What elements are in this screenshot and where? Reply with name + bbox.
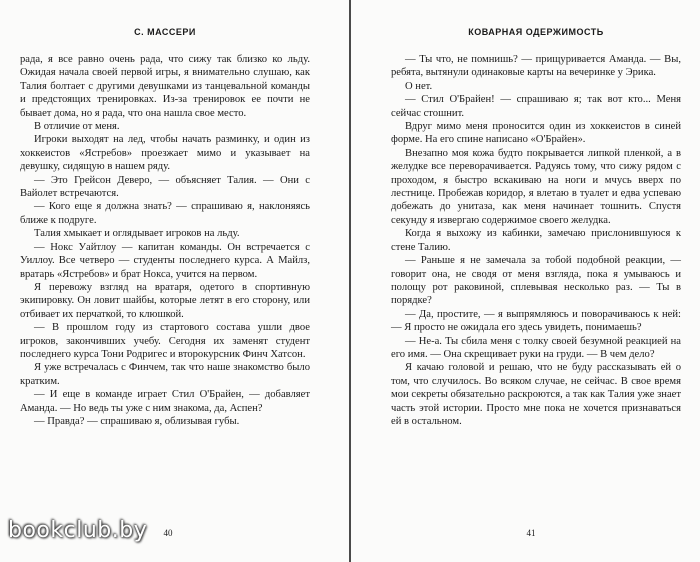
left-page: [0, 0, 349, 562]
left-page-body: [20, 53, 310, 428]
paragraph: — В прошлом году из стартового состава ушли двое игроков, закончивших учебу. Сегодня их заменят студент последнего курса Тони Родригес и второкурсник Финч Хатсон.: [20, 322, 310, 360]
watermark-logo: bookclub.by: [8, 518, 148, 543]
paragraph: — И еще в команде играет Стил О'Брайен, — добавляет Аманда. — Но ведь ты уже с ним знакома, да, Аспен?: [20, 389, 310, 414]
paragraph: Я перевожу взгляд на вратаря, одетого в спортивную экипировку. Он ловит шайбы, которые летят в его сторону, или отбивает их перчаткой, то клюшкой.: [20, 281, 310, 320]
left-page-header: С. МАССЕРИ: [134, 27, 196, 37]
paragraph: Я качаю головой и решаю, что не буду рассказывать ей о том, что случилось. Во всяком случае, не сейчас. В свое время мои секреты обязательно раскроются, а так как Талия уже знает часть этой истории. Просто мне пока не хочется признаваться ей в остальном.: [391, 362, 681, 427]
right-page: [351, 0, 700, 562]
paragraph: — Раньше я не замечала за тобой подобной реакции, — говорит она, не сводя от меня взгляда, пока я умываюсь и полощу рот раковиной, сплевывая несколько раз. — Ты в порядке?: [391, 255, 681, 307]
paragraph: — Да, простите, — я выпрямляюсь и поворачиваюсь к ней: — Я просто не ожидала его здесь увидеть, понимаешь?: [391, 308, 681, 334]
paragraph: — Кого еще я должна знать? — спрашиваю я, наклоняясь ближе к подруге.: [20, 201, 310, 226]
paragraph: В отличие от меня.: [34, 121, 120, 133]
right-page-header: КОВАРНАЯ ОДЕРЖИМОСТЬ: [468, 27, 604, 37]
paragraph: — Стил О'Брайен! — спрашиваю я; так вот кто... Меня сейчас стошнит.: [391, 94, 681, 119]
right-page-body: [391, 53, 681, 428]
paragraph: Талия хмыкает и оглядывает игроков на льду.: [34, 228, 240, 240]
paragraph: Я уже встречалась с Финчем, так что наше знакомство было кратким.: [20, 362, 310, 387]
paragraph: Вдруг мимо меня проносится один из хоккеистов в синей форме. На его спине написано «О'Брайен».: [391, 121, 681, 146]
paragraph: рада, я все равно очень рада, что сижу так близко ко льду. Ожидая начала своей первой игры, я внимательно слушаю, как Талия болтает с другими девушками из танцевальной команды и предстоящих тренировках. Из-за тренировок ее почти не бывает дома, но я рада, что она нашла свое место.: [20, 54, 310, 119]
paragraph: О нет.: [405, 80, 433, 92]
right-page-number: 41: [526, 528, 536, 538]
paragraph: — Не-а. Ты сбила меня с толку своей безумной реакцией на его имя. — Она скрещивает руки на груди. — В чем дело?: [391, 335, 681, 360]
left-page-number: 40: [163, 528, 173, 538]
paragraph: Когда я выхожу из кабинки, замечаю прислонившуюся к стене Талию.: [391, 228, 681, 253]
paragraph: — Нокс Уайтлоу — капитан команды. Он встречается с Уиллоу. Все четверо — студенты последнего курса. А Майлз, вратарь «Ястребов» и брат Нокса, учится на первом.: [20, 241, 310, 280]
paragraph: Внезапно моя кожа будто покрывается липкой пленкой, а в желудке все переворачивается. Радуясь тому, что сижу рядом с проходом, я быстро вскакиваю на ноги и мчусь вверх по лестнице. Пробежав коридор, я влетаю в туалет и едва успеваю добежать до унитаза, как меня начинает тошнить. Спустя секунду я извергаю содержимое своего желудка.: [391, 147, 681, 226]
paragraph: — Правда? — спрашиваю я, облизывая губы.: [34, 415, 240, 427]
paragraph: — Ты что, не помнишь? — прищуривается Аманда. — Вы, ребята, вытянули одинаковые карты на вечеринке у Эрика.: [391, 54, 681, 79]
paragraph: Игроки выходят на лед, чтобы начать разминку, и один из хоккеистов «Ястребов» проезжает мимо и указывает на девушку, сидящую в нашем ряду.: [20, 134, 310, 173]
paragraph: — Это Грейсон Деверо, — объясняет Талия. — Они с Вайолет встречаются.: [20, 174, 310, 200]
